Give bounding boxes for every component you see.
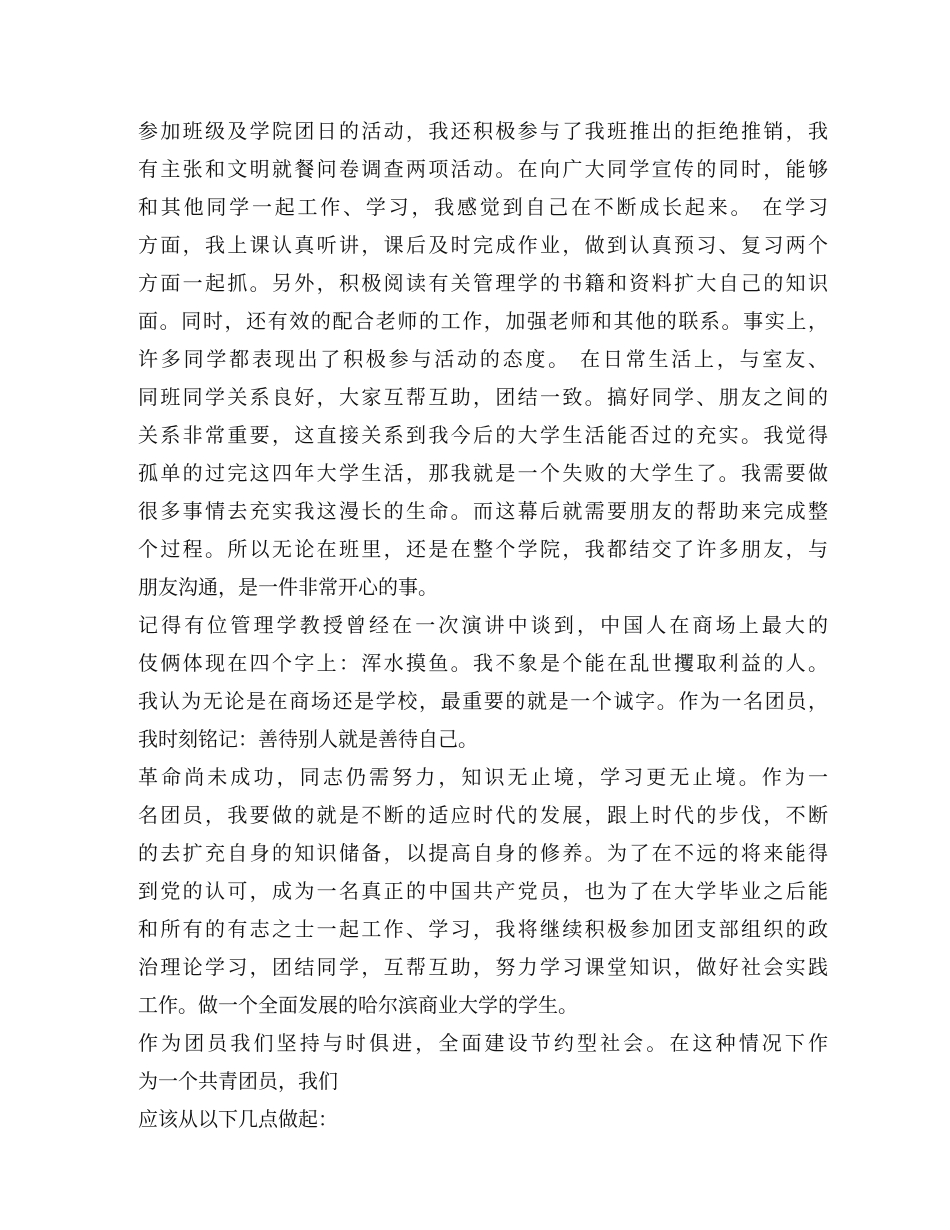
text-line: 许多同学都表现出了积极参与活动的态度。 在日常生活上，与室友、	[138, 347, 828, 371]
text-line: 工作。做一个全面发展的哈尔滨商业大学的学生。	[138, 993, 578, 1017]
text-line: 面。同时，还有效的配合老师的工作，加强老师和其他的联系。事实上，	[138, 309, 828, 333]
text-line: 和其他同学一起工作、学习，我感觉到自己在不断成长起来。 在学习	[138, 195, 828, 219]
text-line: 个过程。所以无论在班里，还是在整个学院，我都结交了许多朋友，与	[138, 537, 828, 561]
text-line: 为一个共青团员，我们	[138, 1069, 338, 1093]
text-line: 方面，我上课认真听讲，课后及时完成作业，做到认真预习、复习两个	[138, 233, 828, 257]
text-line: 参加班级及学院团日的活动，我还积极参与了我班推出的拒绝推销，我	[138, 119, 828, 143]
text-line: 孤单的过完这四年大学生活，那我就是一个失败的大学生了。我需要做	[138, 461, 828, 485]
text-line: 名团员，我要做的就是不断的适应时代的发展，跟上时代的步伐，不断	[138, 803, 828, 827]
text-line: 很多事情去充实我这漫长的生命。而这幕后就需要朋友的帮助来完成整	[138, 499, 828, 523]
text-line: 到党的认可，成为一名真正的中国共产党员，也为了在大学毕业之后能	[138, 879, 828, 903]
text-line: 我认为无论是在商场还是学校，最重要的就是一个诚字。作为一名团员，	[138, 689, 828, 713]
text-line: 同班同学关系良好，大家互帮互助，团结一致。搞好同学、朋友之间的	[138, 385, 828, 409]
text-line: 有主张和文明就餐问卷调查两项活动。在向广大同学宣传的同时，能够	[138, 157, 828, 181]
document-body	[138, 112, 828, 1138]
text-line: 关系非常重要，这直接关系到我今后的大学生活能否过的充实。我觉得	[138, 423, 828, 447]
text-line: 方面一起抓。另外，积极阅读有关管理学的书籍和资料扩大自己的知识	[138, 271, 828, 295]
text-line: 和所有的有志之士一起工作、学习，我将继续积极参加团支部组织的政	[138, 917, 828, 941]
text-line: 伎俩体现在四个字上：浑水摸鱼。我不象是个能在乱世攫取利益的人。	[138, 651, 828, 675]
text-line: 作为团员我们坚持与时俱进，全面建设节约型社会。在这种情况下作	[138, 1031, 828, 1055]
text-line: 我时刻铭记：善待别人就是善待自己。	[138, 727, 478, 751]
text-line: 革命尚未成功，同志仍需努力，知识无止境，学习更无止境。作为一	[138, 765, 828, 789]
text-line: 的去扩充自身的知识储备，以提高自身的修养。为了在不远的将来能得	[138, 841, 828, 865]
text-line: 治理论学习，团结同学，互帮互助，努力学习课堂知识，做好社会实践	[138, 955, 828, 979]
text-line: 朋友沟通，是一件非常开心的事。	[138, 575, 438, 599]
text-line: 应该从以下几点做起：	[138, 1107, 338, 1131]
text-line: 记得有位管理学教授曾经在一次演讲中谈到，中国人在商场上最大的	[138, 613, 828, 637]
